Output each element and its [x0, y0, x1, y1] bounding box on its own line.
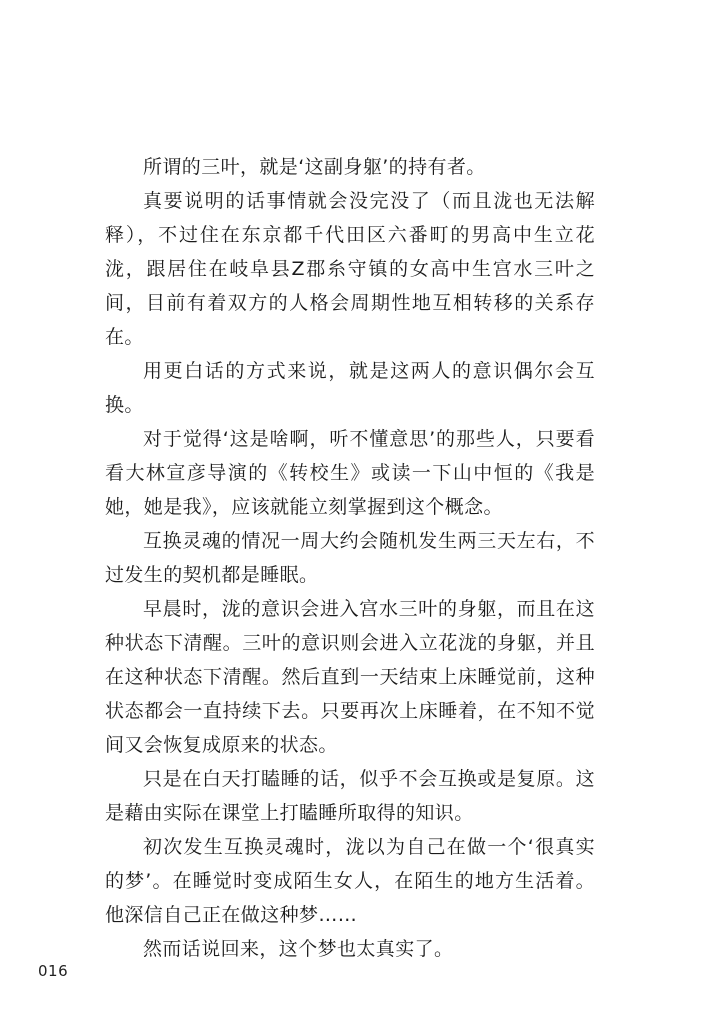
- paragraph-8: 初次发生互换灵魂时，泷以为自己在做一个‘很真实的梦’。在睡觉时变成陌生女人，在陌生的地方生活着。他深信自己正在做这种梦……: [105, 836, 595, 926]
- paragraph-5: 互换灵魂的情况一周大约会随机发生两三天左右，不过发生的契机都是睡眠。: [105, 530, 595, 586]
- paragraph-6: 早晨时，泷的意识会进入宫水三叶的身躯，而且在这种状态下清醒。三叶的意识则会进入立花泷的身躯，并且在这种状态下清醒。然后直到一天结束上床睡觉前，这种状态都会一直持续下去。只要再次上床睡着，在不知不觉间又会恢复成原来的状态。: [105, 598, 595, 756]
- page-body: [105, 150, 595, 966]
- page-number: 016: [38, 962, 69, 980]
- paragraph-7: 只是在白天打瞌睡的话，似乎不会互换或是复原。这是藉由实际在课堂上打瞌睡所取得的知识。: [105, 768, 595, 824]
- paragraph-4: 对于觉得‘这是啥啊，听不懂意思’的那些人，只要看看大林宣彦导演的《转校生》或读一下山中恒的《我是她，她是我》，应该就能立刻掌握到这个概念。: [105, 428, 595, 518]
- paragraph-3: 用更白话的方式来说，就是这两人的意识偶尔会互换。: [105, 360, 595, 416]
- paragraph-2: 真要说明的话事情就会没完没了（而且泷也无法解释），不过住在东京都千代田区六番町的男高中生立花泷，跟居住在岐阜县Z郡糸守镇的女高中生宫水三叶之间，目前有着双方的人格会周期性地互相转移的关系存在。: [105, 190, 595, 348]
- paragraph-9: 然而话说回来，这个梦也太真实了。: [143, 938, 454, 960]
- paragraph-1: 所谓的三叶，就是‘这副身躯’的持有者。: [143, 156, 486, 178]
